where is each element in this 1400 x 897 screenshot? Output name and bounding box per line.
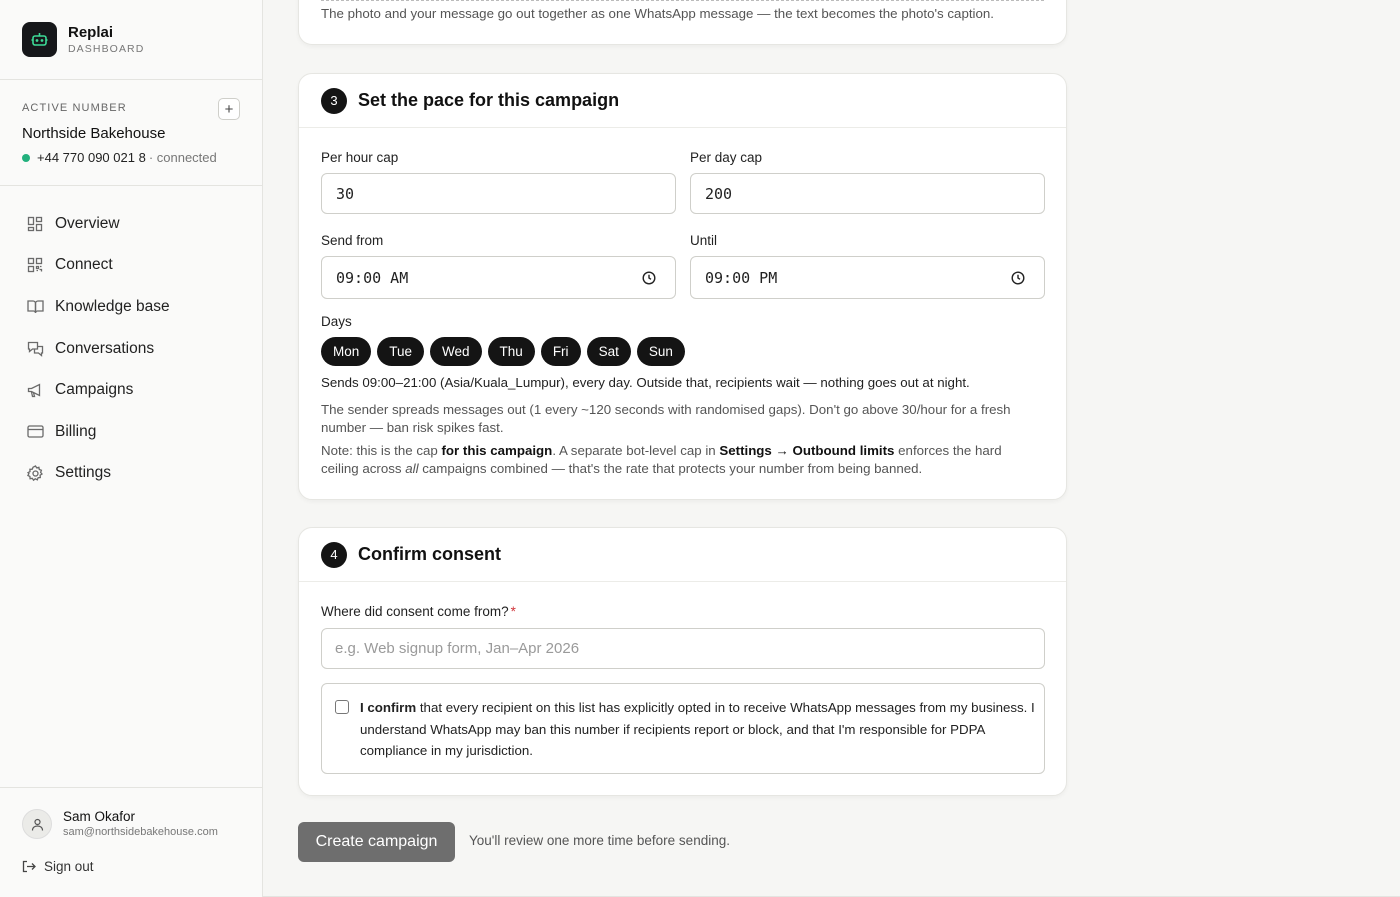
day-toggle-thu[interactable]: Thu — [488, 337, 535, 366]
pace-card-title: Set the pace for this campaign — [358, 90, 620, 110]
consent-confirm-body: that every recipient on this list has explicitly opted in to receive WhatsApp messages from my business. I understand WhatsApp may ban this number if recipients report or block, and that I'm responsible for PDPA compliance in my jurisdiction. — [360, 700, 1035, 758]
consent-confirm-bold: I confirm — [360, 700, 417, 715]
schedule-summary: Sends 09:00–21:00 (Asia/Kuala_Lumpur), every day. Outside that, recipients wait — nothing goes out at night. — [321, 375, 970, 390]
until-label: Until — [690, 233, 718, 248]
brand-name: Replai — [68, 23, 114, 41]
sidebar-item-label: Billing — [55, 422, 97, 440]
cap-note — [321, 442, 1041, 477]
consent-card-header — [299, 528, 1066, 582]
card-icon — [26, 423, 44, 441]
sign-out-button[interactable] — [22, 859, 94, 874]
day-toggle-sat[interactable]: Sat — [587, 337, 631, 366]
sign-out-icon — [22, 860, 36, 873]
cap-note-prefix: Note: this is the cap — [321, 443, 442, 458]
cap-note-mid2: enforces the hard ceiling across — [321, 443, 1002, 476]
sidebar-nav — [22, 203, 170, 494]
megaphone-icon — [26, 381, 44, 399]
sidebar-item-overview[interactable] — [22, 203, 170, 245]
consent-card-title: Confirm consent — [358, 544, 502, 564]
sidebar-item-label: Overview — [55, 214, 120, 232]
brand-subtitle: DASHBOARD — [68, 42, 145, 55]
cap-note-all: all — [405, 460, 419, 476]
day-toggle-mon[interactable]: Mon — [321, 337, 371, 366]
connected-status-dot — [22, 154, 30, 162]
caption-note: The photo and your message go out together as one WhatsApp message — the text becomes the photo's caption. — [321, 6, 994, 21]
active-number-label: ACTIVE NUMBER — [22, 102, 127, 114]
cap-note-campaign: for this campaign — [441, 443, 553, 458]
send-from-value: 09:00 AM — [336, 268, 409, 287]
pace-card-header — [299, 74, 1066, 128]
until-value: 09:00 PM — [705, 268, 778, 287]
per-hour-input[interactable]: 30 — [321, 173, 676, 214]
consent-source-label — [321, 604, 516, 619]
sidebar-item-label: Conversations — [55, 339, 155, 357]
message-card — [298, 0, 1067, 45]
cap-note-mid: . A separate bot-level cap in — [552, 443, 720, 458]
step-number: 4 — [321, 542, 347, 568]
phone-status-row — [22, 150, 217, 165]
review-note: You'll review one more time before sending. — [469, 833, 730, 848]
sidebar-item-label: Settings — [55, 464, 112, 482]
spread-note: The sender spreads messages out (1 every ~120 seconds with randomised gaps). Don't go above 30/hour for a fresh number — ban risk spikes fast. — [321, 402, 1011, 435]
per-day-input[interactable]: 200 — [690, 173, 1045, 214]
sidebar — [0, 0, 263, 897]
user-name: Sam Okafor — [63, 809, 136, 824]
consent-source-label-text: Where did consent come from? — [321, 604, 509, 619]
sidebar-item-conversations[interactable] — [22, 328, 170, 370]
required-mark: * — [510, 604, 516, 619]
day-toggle-wed[interactable]: Wed — [430, 337, 482, 366]
sidebar-item-label: Knowledge base — [55, 297, 170, 315]
day-toggle-tue[interactable]: Tue — [377, 337, 424, 366]
sidebar-item-connect[interactable] — [22, 245, 170, 287]
divider — [0, 185, 262, 186]
pace-card — [298, 73, 1067, 500]
chat-icon — [26, 340, 44, 358]
robot-logo-icon — [22, 22, 57, 57]
brand[interactable] — [22, 22, 144, 57]
clock-icon[interactable] — [1011, 271, 1025, 285]
consent-card — [298, 527, 1067, 796]
step-number: 3 — [321, 88, 347, 114]
sidebar-item-campaigns[interactable] — [22, 369, 170, 411]
send-from-label: Send from — [321, 233, 384, 248]
consent-source-input[interactable] — [321, 628, 1045, 669]
per-hour-label: Per hour cap — [321, 150, 399, 165]
until-time-input[interactable] — [690, 256, 1045, 299]
create-campaign-button[interactable]: Create campaign — [298, 822, 455, 862]
divider — [0, 79, 262, 80]
sign-out-label: Sign out — [44, 859, 94, 874]
consent-checkbox[interactable] — [335, 700, 349, 714]
avatar — [22, 809, 52, 839]
cap-note-suffix: campaigns combined — that's the rate that protects your number from being banned. — [418, 460, 923, 476]
add-number-button[interactable]: + — [218, 98, 240, 120]
sidebar-item-billing[interactable] — [22, 411, 170, 453]
sidebar-item-settings[interactable] — [22, 453, 170, 495]
settings-outbound-link[interactable]: Settings → Outbound limits — [719, 443, 895, 458]
phone-number: +44 770 090 021 8 — [37, 150, 146, 165]
consent-confirm-text — [360, 697, 1035, 762]
sidebar-item-label: Campaigns — [55, 381, 134, 399]
gear-icon — [26, 464, 44, 482]
grid-icon — [26, 215, 44, 233]
days-label: Days — [321, 314, 352, 329]
day-toggle-sun[interactable]: Sun — [637, 337, 685, 366]
divider — [0, 787, 262, 788]
days-selector — [321, 337, 691, 366]
user-profile[interactable] — [22, 808, 218, 840]
per-day-label: Per day cap — [690, 150, 763, 165]
sidebar-item-knowledge-base[interactable] — [22, 286, 170, 328]
send-from-time-input[interactable] — [321, 256, 676, 299]
qr-icon — [26, 256, 44, 274]
connection-status: · connected — [148, 150, 217, 165]
business-name: Northside Bakehouse — [22, 125, 166, 142]
consent-confirm-box — [321, 683, 1045, 774]
sidebar-item-label: Connect — [55, 256, 113, 274]
clock-icon[interactable] — [642, 271, 656, 285]
user-email: sam@northsidebakehouse.com — [63, 826, 218, 838]
book-icon — [26, 298, 44, 316]
divider — [321, 0, 1044, 1]
day-toggle-fri[interactable]: Fri — [541, 337, 581, 366]
